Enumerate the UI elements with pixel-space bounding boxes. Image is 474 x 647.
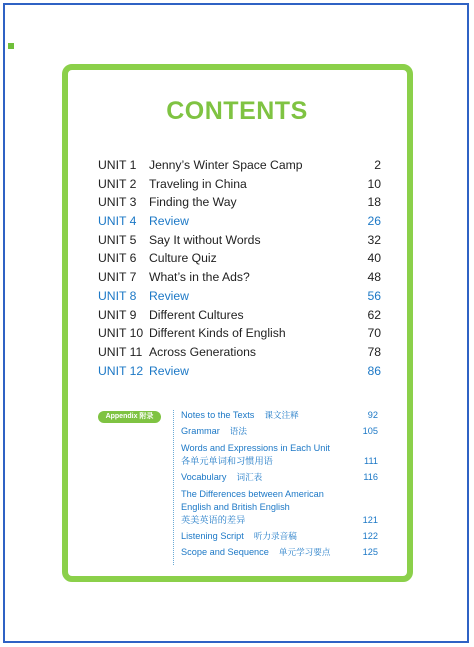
unit-label: UNIT 9 bbox=[98, 307, 137, 322]
appendix-item-line bbox=[181, 425, 351, 438]
appendix-list bbox=[181, 409, 378, 563]
unit-row[interactable] bbox=[98, 324, 381, 343]
appendix-item-chinese: 课文注释 bbox=[264, 410, 299, 420]
unit-title: Traveling in China bbox=[149, 176, 247, 191]
unit-label: UNIT 8 bbox=[98, 288, 137, 303]
appendix-item[interactable] bbox=[181, 471, 378, 484]
unit-title: Say It without Words bbox=[149, 232, 261, 247]
appendix-page-number: 116 bbox=[363, 472, 378, 483]
unit-page-number: 48 bbox=[367, 270, 381, 285]
unit-row[interactable] bbox=[98, 175, 381, 194]
appendix-page-number: 105 bbox=[362, 426, 378, 437]
appendix-item[interactable] bbox=[181, 488, 378, 527]
unit-label: UNIT 2 bbox=[98, 176, 137, 191]
unit-page-number: 56 bbox=[367, 288, 381, 303]
unit-title: Finding the Way bbox=[149, 195, 237, 210]
page-title: CONTENTS bbox=[166, 97, 308, 125]
appendix-divider bbox=[173, 410, 174, 565]
unit-row[interactable] bbox=[98, 231, 381, 250]
unit-title: Review bbox=[149, 214, 189, 229]
unit-label: UNIT 6 bbox=[98, 251, 137, 266]
unit-label: UNIT 10 bbox=[98, 326, 144, 341]
unit-label: UNIT 3 bbox=[98, 195, 137, 210]
unit-title: Jenny’s Winter Space Camp bbox=[149, 158, 303, 172]
unit-row[interactable] bbox=[98, 268, 381, 287]
appendix-item[interactable] bbox=[181, 425, 378, 438]
appendix-item-text: Grammar bbox=[181, 426, 220, 437]
appendix-badge: Appendix 附录 bbox=[98, 411, 161, 423]
unit-row[interactable] bbox=[98, 362, 381, 381]
unit-row[interactable] bbox=[98, 156, 381, 175]
unit-label: UNIT 12 bbox=[98, 363, 144, 378]
unit-page-number: 40 bbox=[367, 251, 381, 266]
appendix-item-line bbox=[181, 546, 351, 559]
appendix-page-number: 111 bbox=[364, 455, 378, 466]
appendix-item-chinese: 听力录音稿 bbox=[253, 530, 297, 541]
appendix-item-chinese: 词汇表 bbox=[236, 472, 263, 483]
unit-page-number: 32 bbox=[367, 232, 381, 247]
appendix-page-number: 92 bbox=[367, 410, 378, 420]
unit-title: Different Kinds of English bbox=[149, 326, 286, 341]
appendix-page-number: 121 bbox=[362, 514, 378, 525]
appendix-item-text: Scope and Sequence bbox=[181, 547, 269, 558]
unit-title: Different Cultures bbox=[149, 307, 244, 322]
unit-title: What’s in the Ads? bbox=[149, 270, 250, 285]
unit-label: UNIT 11 bbox=[98, 344, 143, 359]
unit-page-number: 78 bbox=[367, 344, 381, 359]
appendix-item[interactable] bbox=[181, 409, 378, 422]
unit-label: UNIT 5 bbox=[98, 232, 137, 247]
unit-title: Review bbox=[149, 363, 189, 378]
unit-page-number: 10 bbox=[367, 176, 381, 191]
unit-title: Culture Quiz bbox=[149, 251, 217, 266]
appendix-item[interactable] bbox=[181, 546, 378, 559]
appendix-item-text: 各单元单词和习惯用语 bbox=[181, 455, 273, 466]
appendix-item-text: English and British English bbox=[181, 501, 290, 512]
appendix-page-number: 125 bbox=[362, 547, 378, 558]
unit-page-number: 26 bbox=[367, 214, 381, 229]
appendix-item-text: Words and Expressions in Each Unit bbox=[181, 442, 330, 453]
unit-row[interactable] bbox=[98, 212, 381, 231]
appendix-item[interactable] bbox=[181, 530, 378, 543]
unit-row[interactable] bbox=[98, 287, 381, 306]
appendix-item-line bbox=[181, 471, 351, 484]
unit-title: Across Generations bbox=[149, 344, 257, 359]
appendix-item-text: The Differences between American bbox=[181, 488, 324, 499]
appendix-item[interactable] bbox=[181, 442, 378, 468]
unit-page-number: 2 bbox=[374, 158, 381, 172]
appendix-item-text: Vocabulary bbox=[181, 472, 227, 483]
unit-row[interactable] bbox=[98, 249, 381, 268]
unit-row[interactable] bbox=[98, 343, 381, 362]
unit-label: UNIT 7 bbox=[98, 270, 137, 285]
appendix-item-chinese: 单元学习要点 bbox=[278, 547, 331, 558]
corner-marker bbox=[8, 43, 14, 49]
unit-row[interactable] bbox=[98, 193, 381, 212]
unit-page-number: 86 bbox=[367, 363, 381, 378]
appendix-item-line bbox=[181, 409, 351, 422]
unit-list bbox=[98, 156, 381, 380]
appendix-item-line bbox=[181, 530, 351, 543]
appendix-item-chinese: 语法 bbox=[229, 426, 247, 437]
appendix-item-text: Listening Script bbox=[181, 530, 244, 541]
unit-row[interactable] bbox=[98, 306, 381, 325]
unit-page-number: 18 bbox=[367, 195, 381, 210]
unit-label: UNIT 1 bbox=[98, 158, 137, 172]
unit-title: Review bbox=[149, 288, 189, 303]
appendix-page-number: 122 bbox=[362, 530, 378, 541]
unit-label: UNIT 4 bbox=[98, 214, 137, 229]
appendix-item-text: 英美英语的差异 bbox=[181, 514, 246, 525]
unit-page-number: 62 bbox=[367, 307, 381, 322]
appendix-item-text: Notes to the Texts bbox=[181, 410, 255, 420]
unit-page-number: 70 bbox=[367, 326, 381, 341]
